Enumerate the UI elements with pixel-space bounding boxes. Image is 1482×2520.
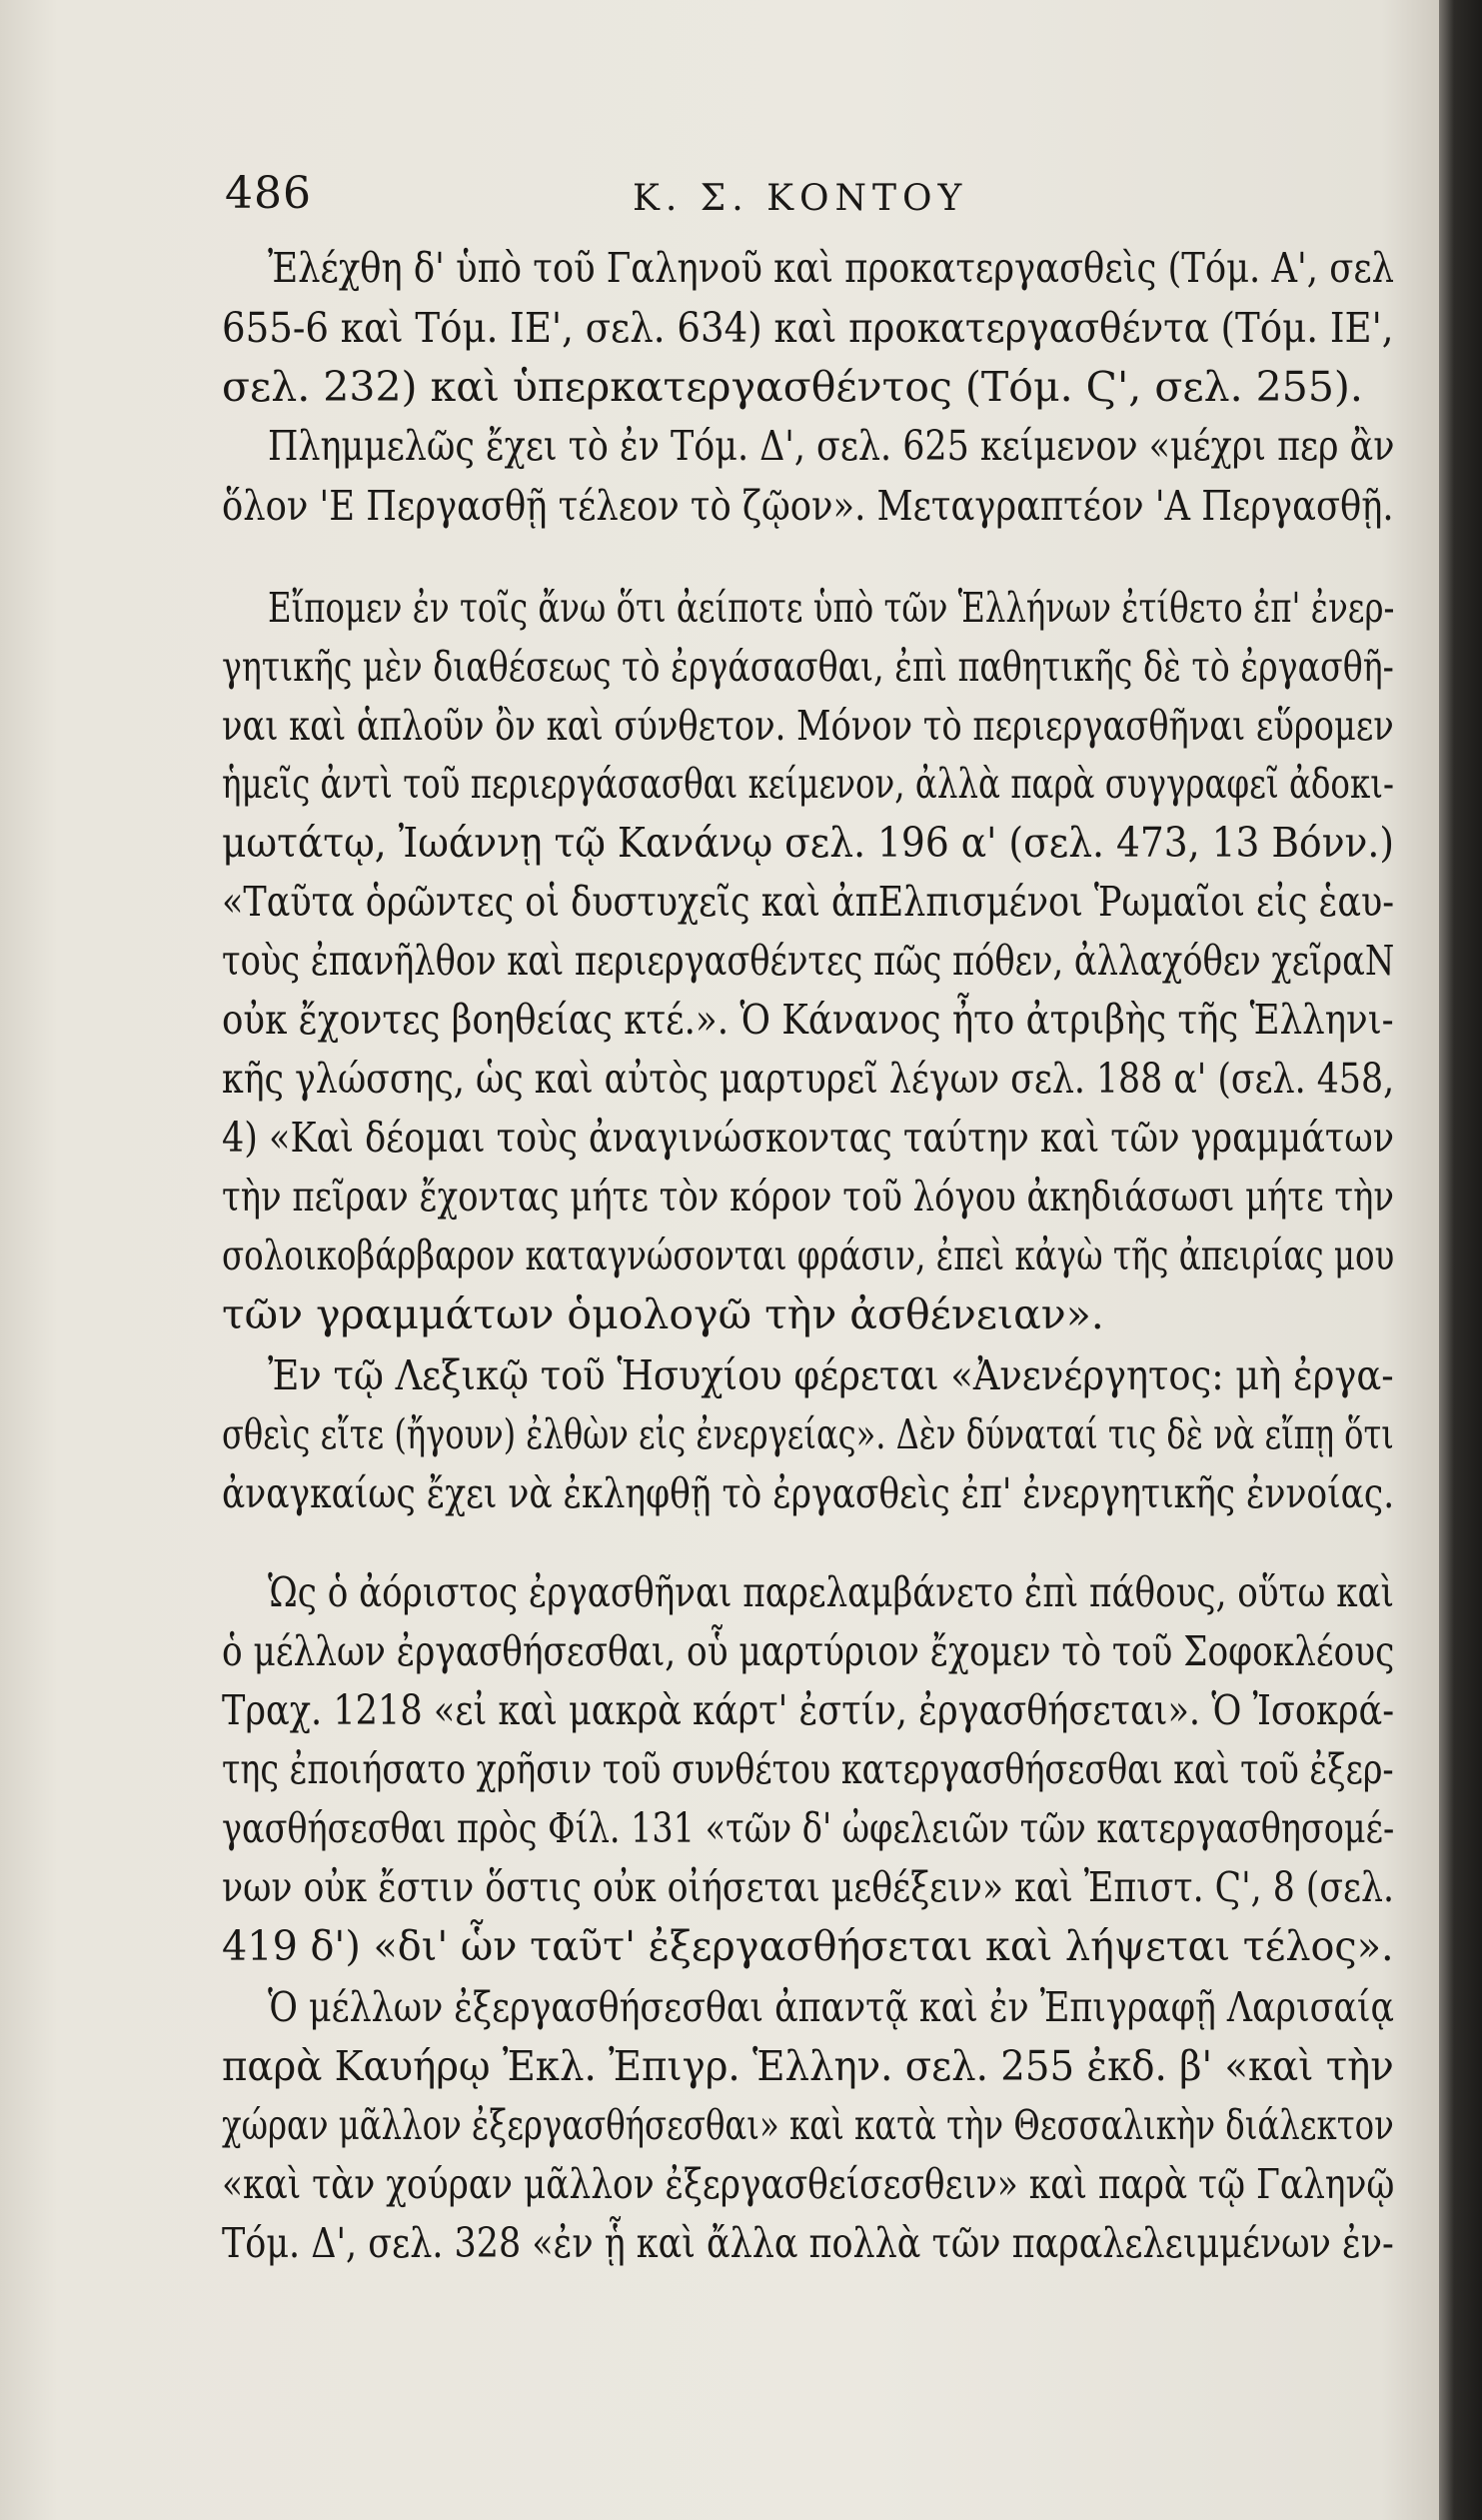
text-line: χώραν μᾶλλον ἐξεργασθήσεσθαι» καὶ κατὰ τὴν Θεσσαλικὴν διάλεκτον	[222, 2101, 1394, 2149]
book-edge-shadow	[1439, 0, 1482, 2520]
text-line: νων οὐκ ἔστιν ὅστις οὐκ οἰήσεται μεθέξειν» καὶ Ἐπιστ. Ϛ', 8 (σελ.	[222, 1863, 1394, 1911]
text-line: Ὁ μέλλων ἐξεργασθήσεσθαι ἀπαντᾷ καὶ ἐν Ἐπιγραφῇ Λαρισαίᾳ	[268, 1983, 1395, 2031]
text-line: ὁ μέλλων ἐργασθήσεσθαι, οὗ μαρτύριον ἔχομεν τὸ τοῦ Σοφοκλέους	[222, 1627, 1395, 1675]
text-line: 655-6 καὶ Τόμ. ΙΕ', σελ. 634) καὶ προκατεργασθέντα (Τόμ. ΙΕ',	[222, 304, 1394, 352]
text-line: μωτάτῳ, Ἰωάννῃ τῷ Κανάνῳ σελ. 196 α' (σελ. 473, 13 Βόνν.)	[222, 819, 1395, 867]
text-line: σολοικοβάρβαρον καταγνώσονται φράσιν, ἐπεὶ κἀγὼ τῆς ἀπειρίας μου	[222, 1232, 1395, 1279]
page-number: 486	[225, 168, 312, 219]
text-line: τοὺς ἐπανῆλθον καὶ περιεργασθέντες πῶς πόθεν, ἀλλαχόθεν χεῖραΝ	[222, 937, 1395, 985]
text-line: τῶν γραμμάτων ὁμολογῶ τὴν ἀσθένειαν».	[222, 1290, 1104, 1338]
text-line: ἀναγκαίως ἔχει νὰ ἐκληφθῇ τὸ ἐργασθεὶς ἐπ' ἐνεργητικῆς ἐννοίας.	[222, 1469, 1395, 1517]
text-line: Ὡς ὁ ἀόριστος ἐργασθῆναι παρελαμβάνετο ἐπὶ πάθους, οὕτω καὶ	[268, 1568, 1395, 1616]
text-line: σθεὶς εἴτε (ἤγουν) ἐλθὼν εἰς ἐνεργείας». Δὲν δύναταί τις δὲ νὰ εἴπῃ ὅτι	[222, 1410, 1394, 1458]
text-line: Τόμ. Δ', σελ. 328 «ἐν ᾗ καὶ ἄλλα πολλὰ τῶν παραλελειμμένων ἐν-	[222, 2219, 1394, 2267]
text-line: Εἴπομεν ἐν τοῖς ἄνω ὅτι ἀείποτε ὑπὸ τῶν Ἑλλήνων ἐτίθετο ἐπ' ἐνερ-	[268, 584, 1395, 632]
text-line: 419 δ') «δι' ὧν ταῦτ' ἐξεργασθήσεται καὶ λήψεται τέλος».	[222, 1922, 1394, 1970]
text-line: παρὰ Καυήρῳ Ἐκλ. Ἐπιγρ. Ἑλλην. σελ. 255 ἐκδ. β' «καὶ τὴν	[222, 2042, 1394, 2090]
running-head: Κ. Σ. ΚΟΝΤΟΥ	[633, 178, 968, 219]
text-line: ὅλον 'Ε Περγασθῇ τέλεον τὸ ζῷον». Μεταγραπτέον 'Α Περγασθῇ.	[222, 482, 1394, 530]
text-line: «καὶ τὰν χούραν μᾶλλον ἐξεργασθείσεσθειν» καὶ παρὰ τῷ Γαληνῷ	[222, 2160, 1395, 2208]
text-line: γητικῆς μὲν διαθέσεως τὸ ἐργάσασθαι, ἐπὶ παθητικῆς δὲ τὸ ἐργασθῆ-	[222, 643, 1394, 691]
text-line: ἡμεῖς ἀντὶ τοῦ περιεργάσασθαι κείμενον, ἀλλὰ παρὰ συγγραφεῖ ἀδοκι-	[222, 760, 1394, 808]
text-line: Πλημμελῶς ἔχει τὸ ἐν Τόμ. Δ', σελ. 625 κείμενον «μέχρι περ ἂν	[268, 422, 1395, 470]
text-line: ναι καὶ ἁπλοῦν ὂν καὶ σύνθετον. Μόνον τὸ περιεργασθῆναι εὕρομεν	[222, 702, 1394, 750]
text-line: Ἐν τῷ Λεξικῷ τοῦ Ἡσυχίου φέρεται «Ἀνενέργητος: μὴ ἐργα-	[268, 1351, 1394, 1399]
text-line: 4) «Καὶ δέομαι τοὺς ἀναγινώσκοντας ταύτην καὶ τῶν γραμμάτων	[222, 1114, 1395, 1162]
text-line: κῆς γλώσσης, ὡς καὶ αὐτὸς μαρτυρεῖ λέγων σελ. 188 α' (σελ. 458,	[222, 1055, 1395, 1103]
text-line: γασθήσεσθαι πρὸς Φίλ. 131 «τῶν δ' ὠφελειῶν τῶν κατεργασθησομέ-	[222, 1804, 1395, 1852]
text-line: Τραχ. 1218 «εἰ καὶ μακρὰ κάρτ' ἐστίν, ἐργασθήσεται». Ὁ Ἰσοκρά-	[222, 1686, 1395, 1734]
text-line: «Ταῦτα ὁρῶντες οἱ δυστυχεῖς καὶ ἀπΕλπισμένοι Ῥωμαῖοι εἰς ἑαυ-	[222, 878, 1395, 926]
text-line: οὐκ ἔχοντες βοηθείας κτέ.». Ὁ Κάνανος ἦτο ἀτριβὴς τῆς Ἑλληνι-	[222, 996, 1394, 1044]
text-line: σελ. 232) καὶ ὑπερκατεργασθέντος (Τόμ. Ϛ', σελ. 255).	[222, 363, 1363, 411]
text-line: τὴν πεῖραν ἔχοντας μήτε τὸν κόρον τοῦ λόγου ἀκηδιάσωσι μήτε τὴν	[222, 1173, 1394, 1221]
text-line: της ἐποιήσατο χρῆσιν τοῦ συνθέτου κατεργασθήσεσθαι καὶ τοῦ ἐξερ-	[222, 1745, 1394, 1793]
text-line: Ἐλέχθη δ' ὑπὸ τοῦ Γαληνοῦ καὶ προκατεργασθεὶς (Τόμ. Α', σελ	[268, 244, 1395, 292]
